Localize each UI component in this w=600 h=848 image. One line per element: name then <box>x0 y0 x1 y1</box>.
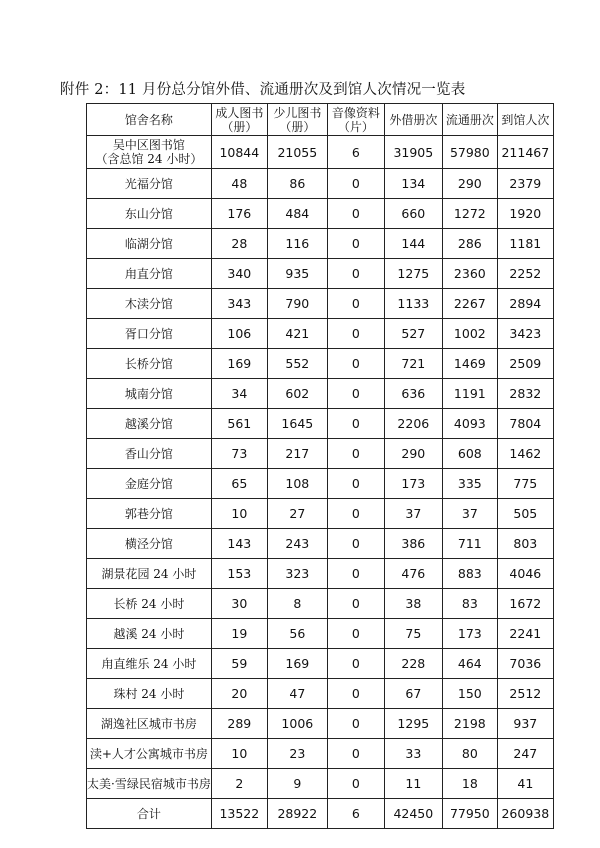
column-header-line: 成人图书 <box>215 105 264 120</box>
value-cell: 211467 <box>497 136 553 169</box>
value-cell: 13522 <box>211 799 267 829</box>
value-cell: 2 <box>211 769 267 799</box>
value-cell: 775 <box>497 469 553 499</box>
value-cell: 228 <box>384 649 442 679</box>
value-cell: 4093 <box>442 409 497 439</box>
table-header-row <box>87 104 554 136</box>
table-row <box>87 739 554 769</box>
value-cell: 30 <box>211 589 267 619</box>
branch-name-cell <box>87 259 212 289</box>
branch-name: 甪直分馆 <box>124 266 173 281</box>
value-cell: 59 <box>211 649 267 679</box>
value-cell: 73 <box>211 439 267 469</box>
table-row <box>87 409 554 439</box>
value-cell: 28 <box>211 229 267 259</box>
table-row <box>87 319 554 349</box>
branch-name: 渎+人才公寓城市书房 <box>89 746 208 761</box>
value-cell: 1002 <box>442 319 497 349</box>
value-cell: 0 <box>327 589 384 619</box>
column-header-line: （册） <box>279 119 316 134</box>
value-cell: 0 <box>327 439 384 469</box>
value-cell: 7804 <box>497 409 553 439</box>
branch-name-cell <box>87 289 212 319</box>
value-cell: 2832 <box>497 379 553 409</box>
value-cell: 2360 <box>442 259 497 289</box>
column-header-line: 外借册次 <box>389 112 438 127</box>
value-cell: 65 <box>211 469 267 499</box>
branch-name-cell <box>87 319 212 349</box>
value-cell: 173 <box>384 469 442 499</box>
value-cell: 83 <box>442 589 497 619</box>
table-row <box>87 769 554 799</box>
value-cell: 1295 <box>384 709 442 739</box>
value-cell: 169 <box>267 649 327 679</box>
value-cell: 561 <box>211 409 267 439</box>
branch-name-cell <box>87 469 212 499</box>
branch-name: 吴中区图书馆 <box>112 138 185 152</box>
table-body <box>87 136 554 829</box>
value-cell: 243 <box>267 529 327 559</box>
value-cell: 0 <box>327 709 384 739</box>
value-cell: 134 <box>384 169 442 199</box>
value-cell: 0 <box>327 559 384 589</box>
value-cell: 1469 <box>442 349 497 379</box>
value-cell: 0 <box>327 199 384 229</box>
value-cell: 0 <box>327 529 384 559</box>
value-cell: 0 <box>327 739 384 769</box>
value-cell: 28922 <box>267 799 327 829</box>
value-cell: 260938 <box>497 799 553 829</box>
value-cell: 2267 <box>442 289 497 319</box>
value-cell: 19 <box>211 619 267 649</box>
value-cell: 464 <box>442 649 497 679</box>
value-cell: 335 <box>442 469 497 499</box>
table-row <box>87 349 554 379</box>
table-row <box>87 679 554 709</box>
value-cell: 47 <box>267 679 327 709</box>
value-cell: 106 <box>211 319 267 349</box>
branch-name: 湖景花园 24 小时 <box>101 566 197 581</box>
value-cell: 33 <box>384 739 442 769</box>
column-header-line: （片） <box>337 119 374 134</box>
branch-name: 临湖分馆 <box>124 236 173 251</box>
table-row <box>87 259 554 289</box>
value-cell: 75 <box>384 619 442 649</box>
value-cell: 27 <box>267 499 327 529</box>
value-cell: 386 <box>384 529 442 559</box>
branch-name: 光福分馆 <box>124 176 173 191</box>
value-cell: 6 <box>327 799 384 829</box>
branch-name-cell <box>87 649 212 679</box>
value-cell: 247 <box>497 739 553 769</box>
column-header <box>497 104 553 136</box>
table-row <box>87 559 554 589</box>
value-cell: 0 <box>327 619 384 649</box>
value-cell: 552 <box>267 349 327 379</box>
value-cell: 169 <box>211 349 267 379</box>
total-row <box>87 799 554 829</box>
branch-name: 甪直维乐 24 小时 <box>101 656 197 671</box>
value-cell: 636 <box>384 379 442 409</box>
value-cell: 0 <box>327 469 384 499</box>
column-header-line: 音像资料 <box>331 105 380 120</box>
table-row <box>87 199 554 229</box>
value-cell: 421 <box>267 319 327 349</box>
value-cell: 0 <box>327 679 384 709</box>
value-cell: 3423 <box>497 319 553 349</box>
value-cell: 34 <box>211 379 267 409</box>
branch-name: 金庭分馆 <box>124 476 173 491</box>
value-cell: 6 <box>327 136 384 169</box>
column-header <box>384 104 442 136</box>
value-cell: 2252 <box>497 259 553 289</box>
value-cell: 803 <box>497 529 553 559</box>
value-cell: 21055 <box>267 136 327 169</box>
column-header-line: 流通册次 <box>445 112 494 127</box>
value-cell: 286 <box>442 229 497 259</box>
table-row <box>87 229 554 259</box>
column-header <box>267 104 327 136</box>
value-cell: 23 <box>267 739 327 769</box>
value-cell: 67 <box>384 679 442 709</box>
value-cell: 150 <box>442 679 497 709</box>
value-cell: 153 <box>211 559 267 589</box>
branch-name: 长桥 24 小时 <box>113 596 185 611</box>
value-cell: 1645 <box>267 409 327 439</box>
value-cell: 0 <box>327 499 384 529</box>
value-cell: 0 <box>327 259 384 289</box>
value-cell: 2512 <box>497 679 553 709</box>
branch-name-cell <box>87 709 212 739</box>
branch-name: 城南分馆 <box>124 386 173 401</box>
value-cell: 0 <box>327 379 384 409</box>
value-cell: 2894 <box>497 289 553 319</box>
value-cell: 143 <box>211 529 267 559</box>
value-cell: 290 <box>442 169 497 199</box>
column-header <box>211 104 267 136</box>
table-row <box>87 649 554 679</box>
value-cell: 2241 <box>497 619 553 649</box>
value-cell: 0 <box>327 289 384 319</box>
branch-name: 珠村 24 小时 <box>113 686 185 701</box>
value-cell: 10 <box>211 499 267 529</box>
value-cell: 1133 <box>384 289 442 319</box>
branch-name: 郭巷分馆 <box>124 506 173 521</box>
table-row <box>87 589 554 619</box>
branch-name: 越溪 24 小时 <box>113 626 185 641</box>
table-row <box>87 469 554 499</box>
branch-name-cell <box>87 439 212 469</box>
branch-name-cell <box>87 199 212 229</box>
value-cell: 18 <box>442 769 497 799</box>
value-cell: 711 <box>442 529 497 559</box>
value-cell: 290 <box>384 439 442 469</box>
value-cell: 217 <box>267 439 327 469</box>
value-cell: 4046 <box>497 559 553 589</box>
page-title: 附件 2：11 月份总分馆外借、流通册次及到馆人次情况一览表 <box>60 82 466 98</box>
value-cell: 48 <box>211 169 267 199</box>
column-header-line: 少儿图书 <box>273 105 322 120</box>
branch-name: 合计 <box>136 806 161 821</box>
branch-name: （含总馆 24 小时） <box>95 152 203 166</box>
value-cell: 116 <box>267 229 327 259</box>
branch-name-cell <box>87 529 212 559</box>
value-cell: 608 <box>442 439 497 469</box>
value-cell: 1272 <box>442 199 497 229</box>
value-cell: 476 <box>384 559 442 589</box>
value-cell: 38 <box>384 589 442 619</box>
value-cell: 20 <box>211 679 267 709</box>
value-cell: 173 <box>442 619 497 649</box>
branch-name-cell <box>87 409 212 439</box>
branch-name-cell <box>87 799 212 829</box>
value-cell: 42450 <box>384 799 442 829</box>
value-cell: 80 <box>442 739 497 769</box>
value-cell: 790 <box>267 289 327 319</box>
column-header <box>87 104 212 136</box>
value-cell: 935 <box>267 259 327 289</box>
branch-name-cell <box>87 559 212 589</box>
value-cell: 37 <box>442 499 497 529</box>
branch-name: 胥口分馆 <box>124 326 173 341</box>
library-stats-table <box>86 103 554 829</box>
value-cell: 7036 <box>497 649 553 679</box>
value-cell: 2509 <box>497 349 553 379</box>
value-cell: 484 <box>267 199 327 229</box>
value-cell: 56 <box>267 619 327 649</box>
branch-name-cell <box>87 589 212 619</box>
value-cell: 660 <box>384 199 442 229</box>
table-row <box>87 136 554 169</box>
branch-name-cell <box>87 136 212 169</box>
value-cell: 11 <box>384 769 442 799</box>
branch-name-cell <box>87 499 212 529</box>
table-row <box>87 619 554 649</box>
branch-name-cell <box>87 229 212 259</box>
value-cell: 108 <box>267 469 327 499</box>
value-cell: 883 <box>442 559 497 589</box>
value-cell: 144 <box>384 229 442 259</box>
value-cell: 2206 <box>384 409 442 439</box>
value-cell: 0 <box>327 169 384 199</box>
value-cell: 0 <box>327 409 384 439</box>
value-cell: 1191 <box>442 379 497 409</box>
column-header <box>442 104 497 136</box>
value-cell: 0 <box>327 349 384 379</box>
value-cell: 527 <box>384 319 442 349</box>
value-cell: 721 <box>384 349 442 379</box>
value-cell: 2198 <box>442 709 497 739</box>
branch-name: 太美·雪绿民宿城市书房 <box>87 776 211 791</box>
value-cell: 41 <box>497 769 553 799</box>
branch-name-cell <box>87 379 212 409</box>
value-cell: 289 <box>211 709 267 739</box>
value-cell: 10 <box>211 739 267 769</box>
value-cell: 1275 <box>384 259 442 289</box>
table-row <box>87 169 554 199</box>
value-cell: 57980 <box>442 136 497 169</box>
table-row <box>87 289 554 319</box>
branch-name: 东山分馆 <box>124 206 173 221</box>
branch-name-cell <box>87 739 212 769</box>
value-cell: 1006 <box>267 709 327 739</box>
branch-name: 湖逸社区城市书房 <box>100 716 197 731</box>
branch-name-cell <box>87 679 212 709</box>
table-row <box>87 529 554 559</box>
value-cell: 602 <box>267 379 327 409</box>
value-cell: 0 <box>327 769 384 799</box>
column-header-line: （册） <box>221 119 258 134</box>
value-cell: 505 <box>497 499 553 529</box>
value-cell: 176 <box>211 199 267 229</box>
value-cell: 9 <box>267 769 327 799</box>
table-row <box>87 709 554 739</box>
value-cell: 0 <box>327 229 384 259</box>
table-row <box>87 379 554 409</box>
value-cell: 323 <box>267 559 327 589</box>
value-cell: 1181 <box>497 229 553 259</box>
value-cell: 1920 <box>497 199 553 229</box>
value-cell: 0 <box>327 319 384 349</box>
column-header-line: 馆舍名称 <box>124 112 173 127</box>
value-cell: 31905 <box>384 136 442 169</box>
value-cell: 37 <box>384 499 442 529</box>
branch-name-cell <box>87 619 212 649</box>
branch-name: 横泾分馆 <box>124 536 173 551</box>
table-row <box>87 439 554 469</box>
branch-name-cell <box>87 769 212 799</box>
branch-name-cell <box>87 349 212 379</box>
branch-name: 长桥分馆 <box>124 356 173 371</box>
branch-name: 越溪分馆 <box>124 416 173 431</box>
table-row <box>87 499 554 529</box>
value-cell: 2379 <box>497 169 553 199</box>
value-cell: 10844 <box>211 136 267 169</box>
value-cell: 343 <box>211 289 267 319</box>
value-cell: 0 <box>327 649 384 679</box>
value-cell: 8 <box>267 589 327 619</box>
value-cell: 937 <box>497 709 553 739</box>
value-cell: 340 <box>211 259 267 289</box>
column-header <box>327 104 384 136</box>
value-cell: 1462 <box>497 439 553 469</box>
column-header-line: 到馆人次 <box>501 112 550 127</box>
branch-name: 香山分馆 <box>124 446 173 461</box>
value-cell: 77950 <box>442 799 497 829</box>
branch-name: 木渎分馆 <box>124 296 173 311</box>
branch-name-cell <box>87 169 212 199</box>
value-cell: 1672 <box>497 589 553 619</box>
value-cell: 86 <box>267 169 327 199</box>
